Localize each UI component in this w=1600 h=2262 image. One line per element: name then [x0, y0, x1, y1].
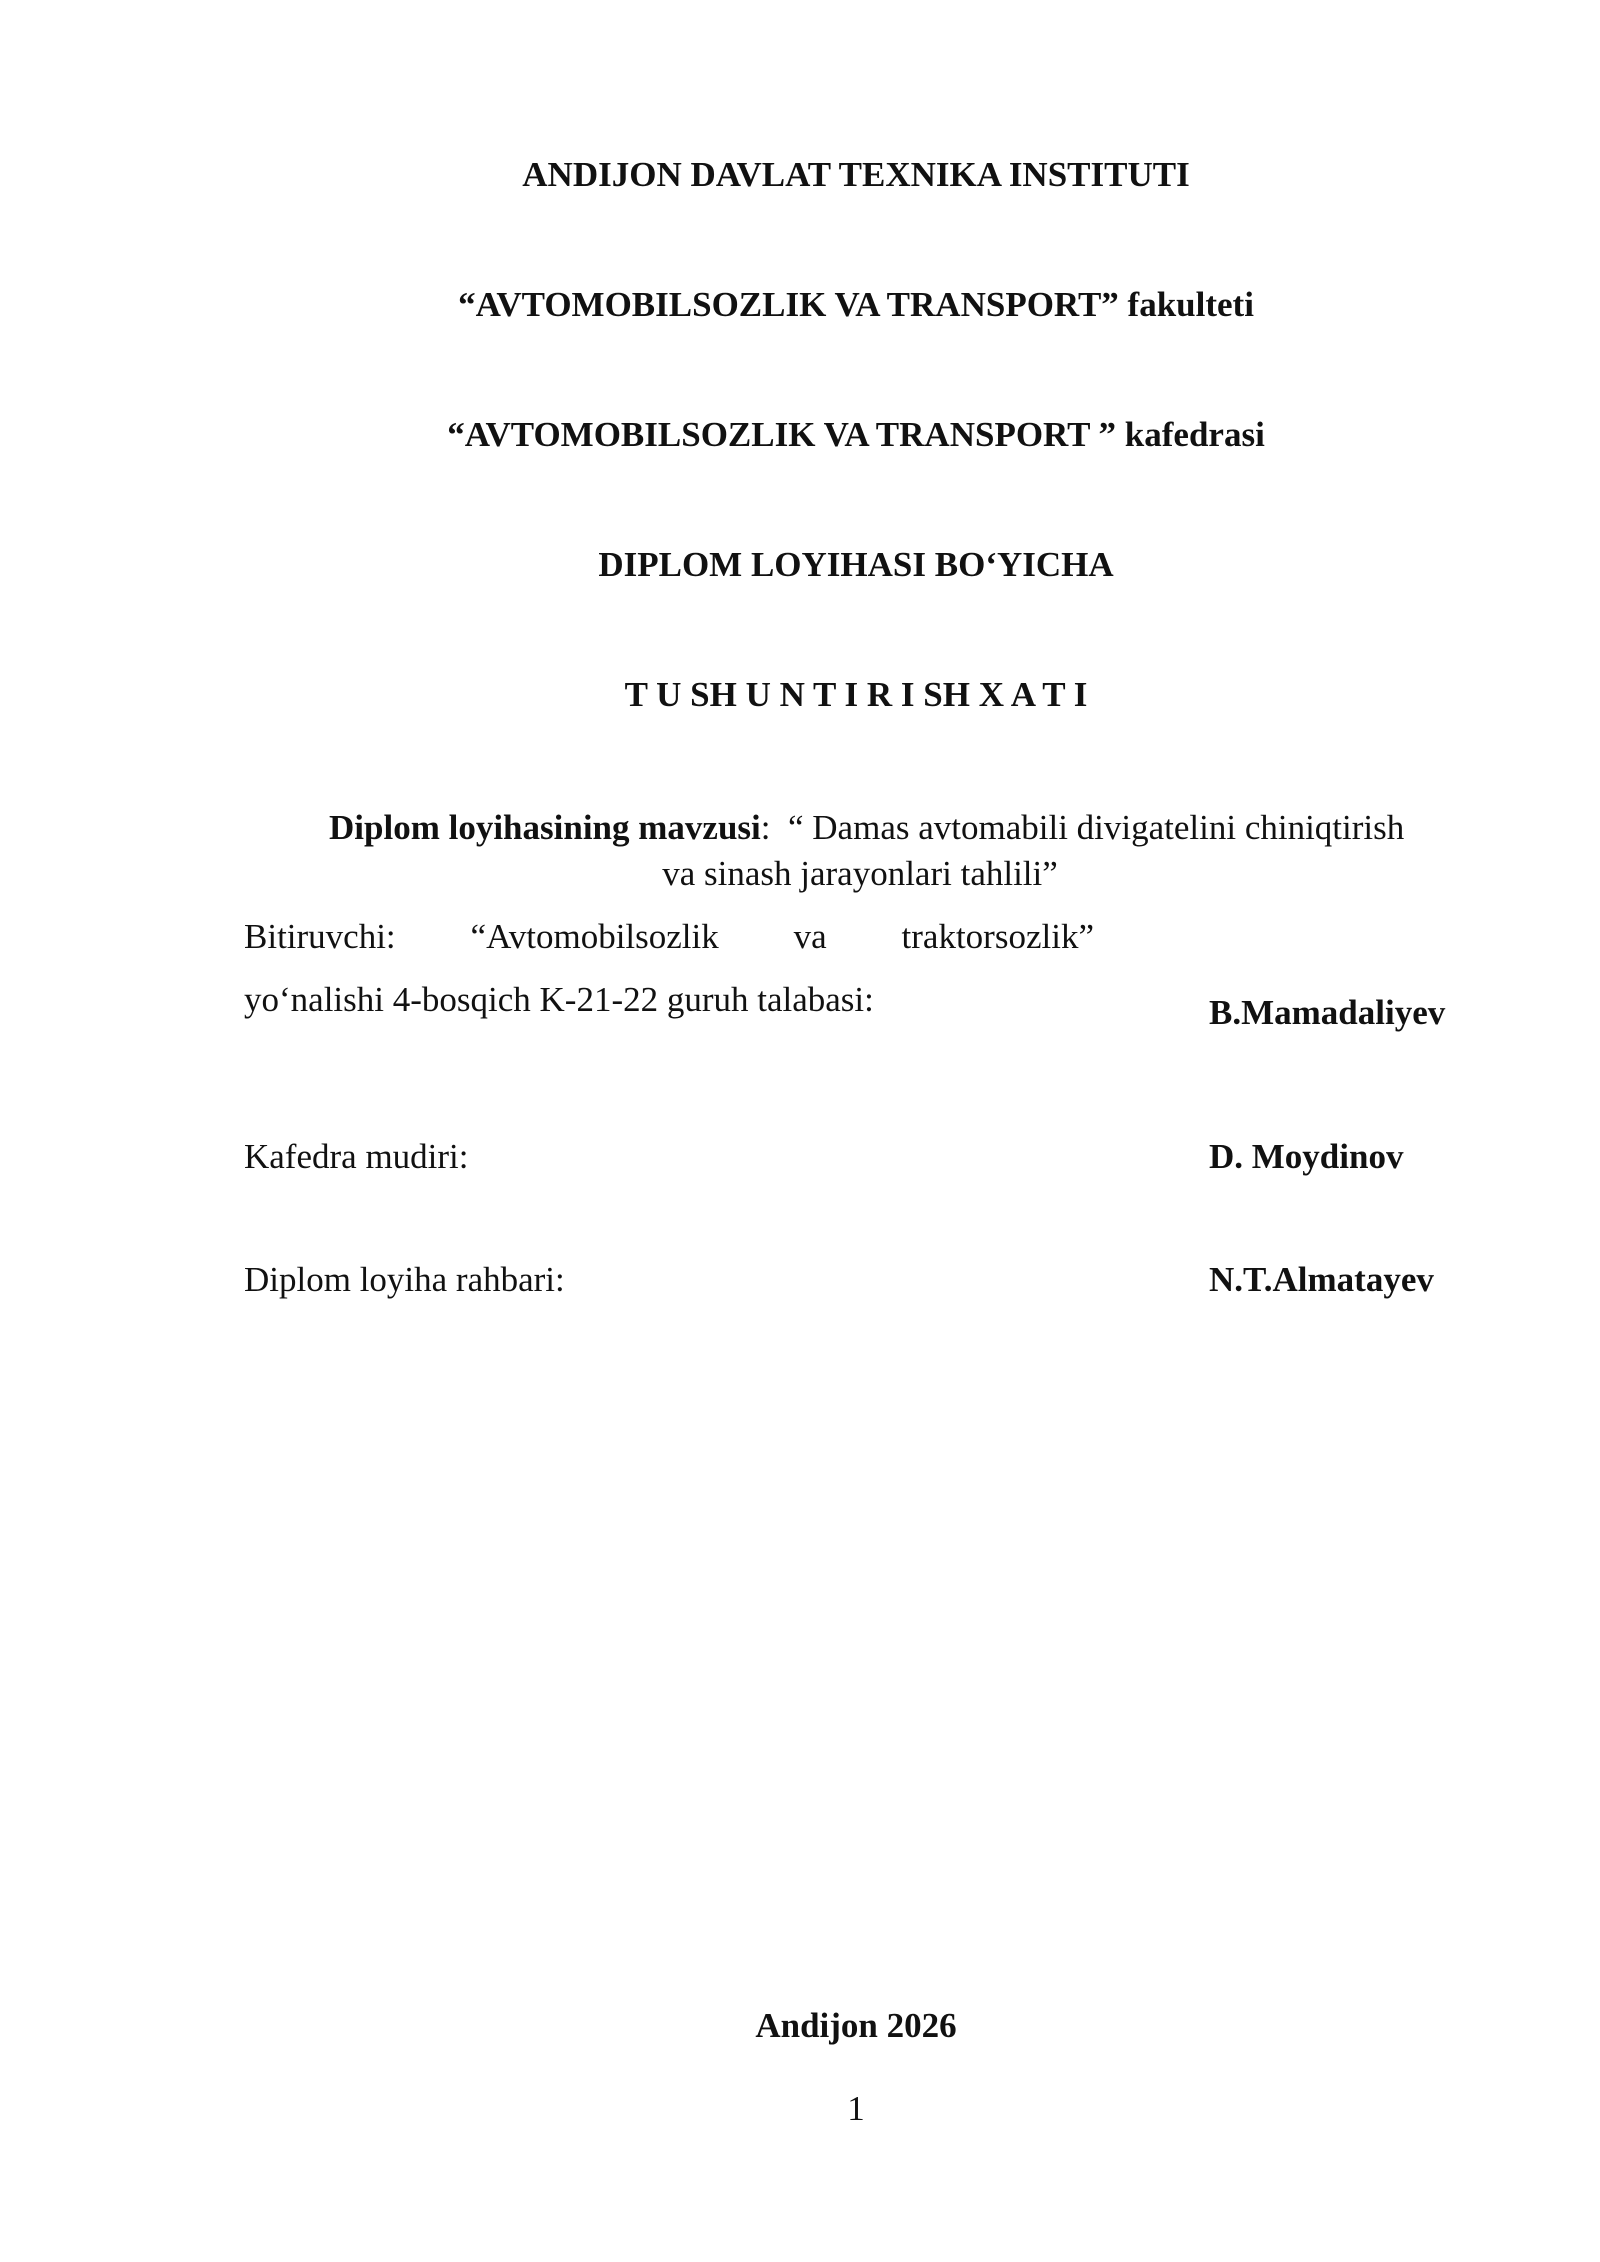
topic-label: Diplom loyihasining mavzusi: [329, 808, 761, 847]
topic-title-part2: va sinash jarayonlari tahlili”: [662, 854, 1058, 893]
graduate-word-4: traktorsozlik”: [901, 917, 1094, 956]
head-of-department-name: D. Moydinov: [1209, 1137, 1404, 1176]
supervisor-name: N.T.Almatayev: [1209, 1260, 1434, 1299]
graduate-word-1: Bitiruvchi:: [244, 917, 396, 956]
graduate-name: B.Mamadaliyev: [1209, 993, 1446, 1032]
document-title: T U SH U N T I R I SH X A T I: [624, 675, 1088, 714]
topic-separator: :: [760, 808, 771, 847]
page-number: 1: [847, 2089, 865, 2128]
graduate-word-2: “Avtomobilsozlik: [470, 917, 719, 956]
city-year: Andijon 2026: [755, 2006, 957, 2045]
topic-title-part1: “ Damas avtomabili divigatelini chiniqtirish: [788, 808, 1405, 847]
graduate-line-2: yo‘nalishi 4-bosqich K-21-22 guruh talabasi:: [244, 980, 874, 1019]
project-type: DIPLOM LOYIHASI BO‘YICHA: [598, 545, 1114, 584]
graduate-line-1: [244, 917, 1094, 957]
faculty-name: “AVTOMOBILSOZLIK VA TRANSPORT” fakulteti: [458, 285, 1254, 324]
topic-line-1: [329, 805, 1404, 851]
head-of-department-label: Kafedra mudiri:: [244, 1137, 469, 1176]
institute-name: ANDIJON DAVLAT TEXNIKA INSTITUTI: [522, 155, 1190, 194]
graduate-word-3: va: [793, 917, 827, 956]
supervisor-label: Diplom loyiha rahbari:: [244, 1260, 565, 1299]
department-name: “AVTOMOBILSOZLIK VA TRANSPORT ” kafedrasi: [447, 415, 1265, 454]
